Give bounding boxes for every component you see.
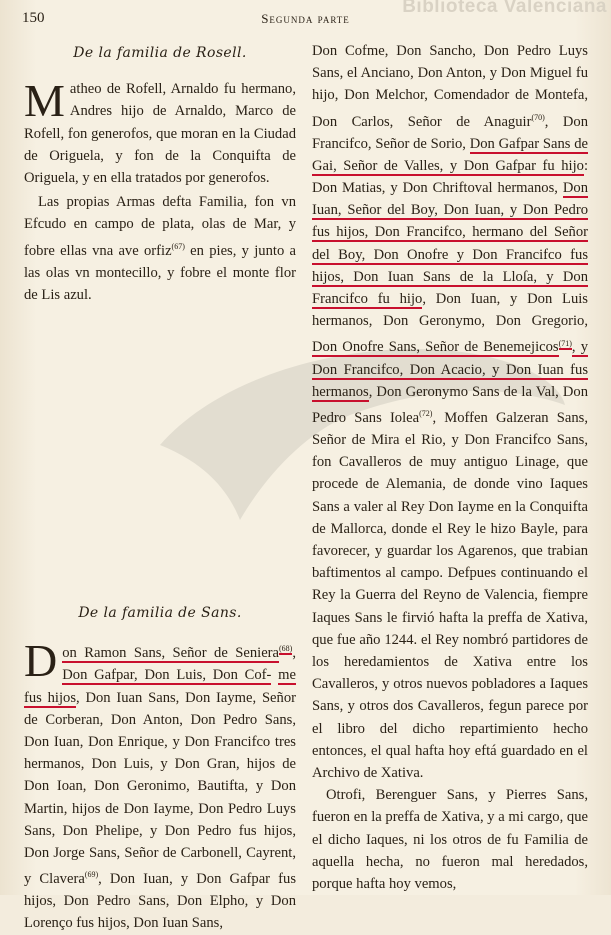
footnote-ref: (68) <box>279 644 293 654</box>
paragraph-rosell-1 <box>24 75 296 189</box>
paragraph-berenguer: Otrofi, Berenguer Sans, y Pierres Sans, fueron en la preffa de Xativa, y a mi cargo, que el dicho Iaques, ni los otros de fu Familia de aquella hecha, no fueron mal heredados, porque hafta hoy vemos, <box>312 787 588 893</box>
footnote-ref: (69) <box>84 870 99 880</box>
paragraph-text: , Don Iuan, y Don Gafpar fus hijos, Don Pedro Sans, Don Elpho, y Don Lorenço fus hijos, Don Iuan Sans, <box>24 871 296 932</box>
underlined-text: Don Iuan, Señor del Boy, Don Iuan, y Don Pedro fus hijos, Don Francifco, hermano del Señor del Boy, Don Onofre y Don Francifco fus hijos, Don Iuan Sans de la Lloſa, y Don Francifco fu hijo <box>312 180 588 308</box>
running-title: Segunda parte <box>261 11 350 26</box>
paragraph-rosell-2 <box>24 191 296 306</box>
left-column <box>24 36 296 935</box>
paragraph-text: en pies, y junto a las olas vn montecillo, y fobre el monte flor de Lis azul. <box>24 242 296 303</box>
footnote-ref: (67) <box>171 241 185 251</box>
page-header <box>22 10 589 32</box>
footnote-ref: (71) <box>558 338 572 348</box>
paragraph-sans-continued <box>312 40 588 784</box>
drop-cap: M <box>24 75 65 127</box>
paragraph-text: , Moffen Galzeran Sans, Señor de Mira el Rio, y Don Francifco Sans, fon Cavalleros de muy antiguo Linage, que procede de Alemania, de donde vino Iaques Sans a valer al Rey Don Iayme en la Conquifta de Mallorca, donde el Rey le hizo Bayle, para favorecer, y guardar los Agarenos, que trabian baftimentos al campo. Defpues continuando el Rey la Guerra del Reyno de Valencia, fiempre Iaques Sans le firvió hafta la preffa de Xativa, que fue año 1244. el Rey nombró partidores de los heredamientos de Xativa entre los Cavalleros, y otros nuevos pobladores a Iaques Sans, y otros dos Cavalleros, fegun parece por el libro del dicho repartimiento hecho entonces, el qual hafta hoy eftá guardado en el Archivo de Xativa. <box>312 409 588 782</box>
underlined-text: Don Gafpar Sans de Gai, Señor de Valles, y Don Gafpar fu hijo <box>312 135 588 174</box>
paragraph-text: : Don Matias, y Don Chriftoval hermanos, <box>312 157 588 197</box>
footnote-ref: (72) <box>419 408 433 418</box>
underlined-text: on Ramon Sans, Señor de Seniera <box>62 645 280 662</box>
right-column <box>312 40 588 895</box>
underlined-text: Don Gafpar, Don Luis, Don Cof- <box>62 667 272 684</box>
underlined-text: , y Don Francifco, Don Acacio, y Don Iuan fus hermanos <box>312 339 589 400</box>
section-heading-sans: De la familia de Sans. <box>78 605 242 622</box>
section-heading-rosell: De la familia de Rosell. <box>73 45 247 61</box>
paragraph-text: , Don Iuan, y Don Luis hermanos, Don Geronymo, Don Gregorio, <box>312 291 588 330</box>
footnote-ref: (70) <box>531 112 545 122</box>
paragraph-text: , Don Iuan Sans, Don Iayme, Señor de Corberan, Don Anton, Don Pedro Sans, Don Iuan, Don Enrique, y Don Francifco tres hermanos, Don Luis, y Don Gran, hijos de Don Ioan, Don Geronimo, Bautifta, y Don Martin, hijos de Don Iayme, Don Pedro Luys Sans, Don Phelipe, y Don Pedro fus hijos, Don Jorge Sans, Señor de Carbonell, Cayrent, y Clavera <box>24 689 296 888</box>
paragraph-sans: Don Ramon Sans, Señor de Seniera$^{(68)}$, Don Gafpar, Don Luis, Don Cof- me fus hijos, Don Iuan Sans, Don Iayme, Señor de Corberan, Don Anton, Don Pedro Sans, Don Iuan, Don Enrique, y Don Francifco tres hermanos, Don Luis, y Don Gran, hijos de Don Ioan, Don Geronimo, Bautifta, y Don Martin, hijos de Don Iayme, Don Pedro Luys Sans, Don Phelipe, y Don Pedro fus hijos, Don Jorge Sans, Señor de Carbonell, Cayrent, y Clavera$^{(69)}$, Don Iuan, y Don Gafpar fus hijos, Don Pedro Sans, Don Elpho, y Don Lorenço fus hijos, Don Iuan Sans, <box>24 635 296 932</box>
underlined-text: Don Onofre Sans, Señor de Benemejicos <box>312 339 559 356</box>
paragraph-text: Las propias Armas defta Familia, fon vn Efcudo en campo de plata, olas de Mar, y fobre ellas vna ave orfiz <box>24 194 296 259</box>
drop-cap: D <box>24 635 58 687</box>
paragraph-text: , Don Francifco, Señor de Sorio, <box>312 113 588 152</box>
library-watermark: Biblioteca Valenciana <box>402 0 607 17</box>
page-number: 150 <box>22 10 45 26</box>
underlined-text: me fus hijos <box>24 667 296 706</box>
paragraph-text: , Don Geronymo Sans de la Val, Don Pedro Sans Iolea <box>312 383 588 426</box>
paragraph-text: Don Cofme, Don Sancho, Don Pedro Luys Sans, el Anciano, Don Anton, y Don Miguel fu hijo, Don Melchor, Comendador de Montefa, Don Carlos, Señor de Anaguir <box>312 43 588 130</box>
paragraph-text: atheo de Rofell, Arnaldo fu hermano, Andres hijo de Arnaldo, Marco de Rofell, fon generofos, que moran en la Ciudad de Origuela, y fon de la Conquifta de Origuela, y en ella tratados por generofos. <box>24 81 296 187</box>
